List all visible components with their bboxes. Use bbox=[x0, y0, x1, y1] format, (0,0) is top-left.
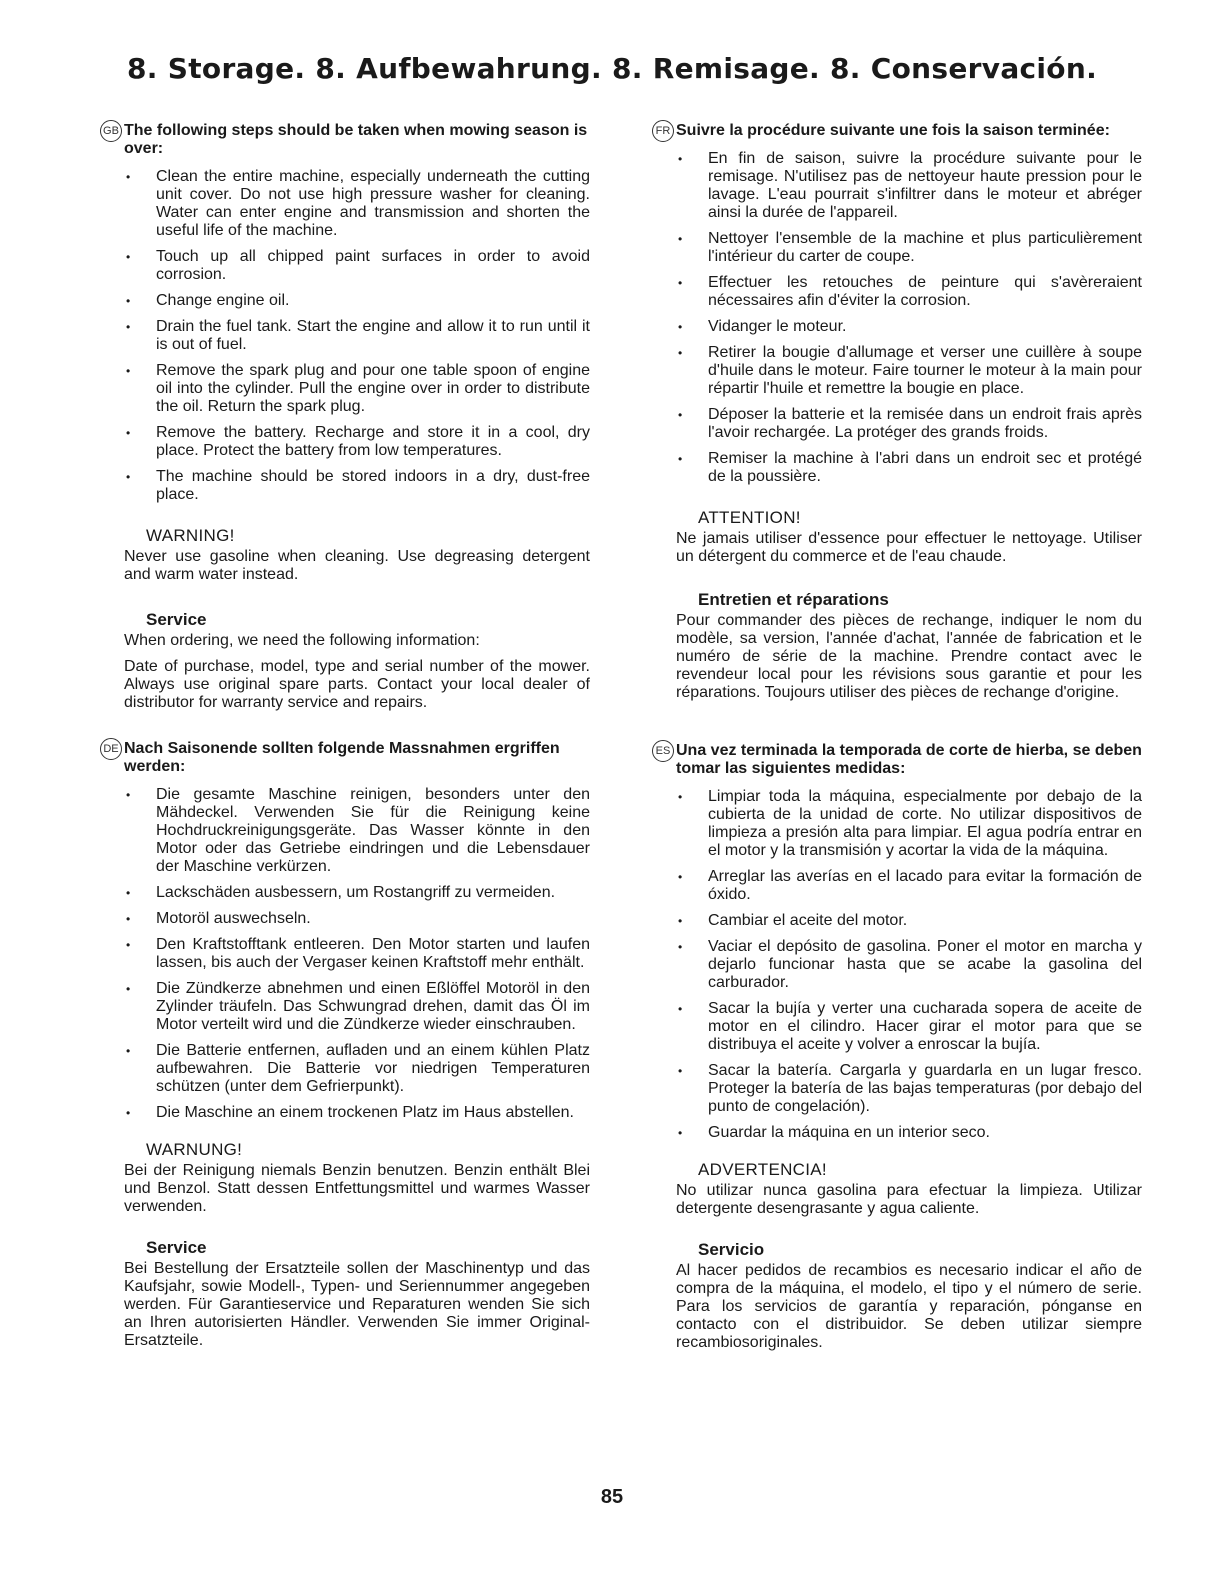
list-item: • Touch up all chipped paint surfaces in order to avoid corrosion. bbox=[124, 248, 590, 284]
service-paragraph: Date of purchase, model, type and serial number of the mower. Always use original spare parts. Contact your local dealer of distributor for warranty service and repairs. bbox=[124, 658, 590, 711]
list-item: • Retirer la bougie d'allumage et verser une cuillère à soupe d'huile dans le moteur. Faire tourner le moteur à la main pour répartir l'huile et remettre la bougie en place. bbox=[676, 344, 1142, 398]
warning-text: Never use gasoline when cleaning. Use degreasing detergent and warm water instead. bbox=[124, 548, 590, 583]
warning-title: ATTENTION! bbox=[698, 508, 801, 527]
list-item: • Déposer la batterie et la remisée dans un endroit frais après l'avoir rechargée. La protéger des grands froids. bbox=[676, 406, 1142, 442]
list-item: • Die gesamte Maschine reinigen, besonders unter den Mähdeckel. Verwenden Sie für die Reinigung keine Hochdruckreinigungsgeräte. Das Wasser könnte in den Motor oder das Getriebe eindringen und die Lebensdauer der Maschine verkürzen. bbox=[124, 786, 590, 876]
steps-list bbox=[124, 786, 590, 1122]
service-paragraph: Pour commander des pièces de rechange, indiquer le nom du modèle, sa version, l'année d'achat, l'année de fabrication et le numéro de série de la machine. Prendre contact avec le revendeur local pour les révisions sous garantie et pour les réparations. Toujours utiliser des pièces de rechange d'origine. bbox=[676, 612, 1142, 701]
list-item: • Clean the entire machine, especially underneath the cutting unit cover. Do not use high pressure washer for cleaning. Water can enter engine and transmission and shorten the useful life of the machine. bbox=[124, 168, 590, 240]
list-item: • Lackschäden ausbessern, um Rostangriff zu vermeiden. bbox=[124, 884, 590, 902]
list-item: • The machine should be stored indoors in a dry, dust-free place. bbox=[124, 468, 590, 504]
section-de bbox=[103, 740, 590, 1350]
list-item: • Remiser la machine à l'abri dans un endroit sec et protégé de la poussière. bbox=[676, 450, 1142, 486]
list-item: • Effectuer les retouches de peinture qui s'avèreraient nécessaires afin d'éviter la corrosion. bbox=[676, 274, 1142, 310]
list-item: • Vidanger le moteur. bbox=[676, 318, 1142, 336]
service-paragraph: Al hacer pedidos de recambios es necesario indicar el año de compra de la máquina, el modelo, el tipo y el número de serie. Para los servicios de garantía y reparación, pónganse en contacto con el distribuidor. Se deben utilizar siempre recambiosoriginales. bbox=[676, 1262, 1142, 1351]
list-item: • Limpiar toda la máquina, especialmente por debajo de la cubierta de la unidad de corte. No utilizar dispositivos de limpieza a presión alta para limpiar. El agua podría entrar en el motor y la transmisión y acortar la vida de la máquina. bbox=[676, 788, 1142, 860]
list-item: • Guardar la máquina en un interior seco. bbox=[676, 1124, 1142, 1142]
steps-list bbox=[676, 788, 1142, 1142]
list-item: • Change engine oil. bbox=[124, 292, 590, 310]
list-item: • En fin de saison, suivre la procédure suivante pour le remisage. N'utilisez pas de nettoyeur haute pression pour le lavage. L'eau pourrait s'infiltrer dans le moteur et abréger ainsi la durée de l'appareil. bbox=[676, 150, 1142, 222]
list-item: • Drain the fuel tank. Start the engine and allow it to run until it is out of fuel. bbox=[124, 318, 590, 354]
list-item: • Den Kraftstofftank entleeren. Den Motor starten und laufen lassen, bis auch der Vergaser keinen Kraftstoff mehr enthält. bbox=[124, 936, 590, 972]
warning-title: WARNING! bbox=[146, 526, 235, 545]
service-paragraph: When ordering, we need the following information: bbox=[124, 632, 480, 649]
warning-title: ADVERTENCIA! bbox=[698, 1160, 827, 1179]
service-paragraph: Bei Bestellung der Ersatzteile sollen der Maschinentyp und das Kaufsjahr, sowie Modell-, Typen- und Seriennummer angegeben werden. Für Garantieservice und Reparaturen wenden Sie sich an Ihren autorisierten Händler. Verwenden Sie immer Original-Ersatzteile. bbox=[124, 1260, 590, 1349]
list-item: • Die Batterie entfernen, aufladen und an einem kühlen Platz aufbewahren. Die Batterie vor niedrigen Temperaturen schützen (unter dem Gefrierpunkt). bbox=[124, 1042, 590, 1096]
list-item: • Sacar la batería. Cargarla y guardarla en un lugar fresco. Proteger la batería de las bajas temperaturas (por debajo del punto de congelación). bbox=[676, 1062, 1142, 1116]
page-title: 8. Storage. 8. Aufbewahrung. 8. Remisage. 8. Conservación. bbox=[126, 52, 1098, 85]
language-badge-de: DE bbox=[100, 738, 122, 760]
section-heading: Nach Saisonende sollten folgende Massnahmen ergriffen werden: bbox=[124, 740, 560, 775]
service-title: Entretien et réparations bbox=[698, 590, 889, 609]
page-number: 85 bbox=[600, 1486, 624, 1508]
warning-text: Ne jamais utiliser d'essence pour effectuer le nettoyage. Utiliser un détergent du commerce et de l'eau chaude. bbox=[676, 530, 1142, 565]
steps-list bbox=[124, 168, 590, 504]
section-heading: The following steps should be taken when mowing season is over: bbox=[124, 122, 588, 157]
service-title: Servicio bbox=[698, 1240, 765, 1259]
list-item: • Die Maschine an einem trockenen Platz im Haus abstellen. bbox=[124, 1104, 590, 1122]
section-heading: Suivre la procédure suivante une fois la saison terminée: bbox=[676, 122, 1110, 139]
list-item: • Sacar la bujía y verter una cucharada sopera de aceite de motor en el cilindro. Hacer girar el motor para que se distribuya el aceite y volver a enroscar la bujía. bbox=[676, 1000, 1142, 1054]
steps-list bbox=[676, 150, 1142, 486]
section-fr bbox=[655, 122, 1142, 702]
list-item: • Remove the battery. Recharge and store it in a cool, dry place. Protect the battery from low temperatures. bbox=[124, 424, 590, 460]
list-item: • Nettoyer l'ensemble de la machine et plus particulièrement l'intérieur du carter de coupe. bbox=[676, 230, 1142, 266]
list-item: • Die Zündkerze abnehmen und einen Eßlöffel Motoröl in den Zylinder träufeln. Das Schwungrad drehen, damit das Öl im Motor verteilt wird und die Zündkerze wieder einschrauben. bbox=[124, 980, 590, 1034]
language-badge-gb: GB bbox=[100, 120, 122, 142]
warning-text: Bei der Reinigung niemals Benzin benutzen. Benzin enthält Blei und Benzol. Statt dessen Entfettungsmittel und warmes Wasser verwenden. bbox=[124, 1162, 590, 1215]
list-item: • Remove the spark plug and pour one table spoon of engine oil into the cylinder. Pull the engine over in order to distribute the oil. Return the spark plug. bbox=[124, 362, 590, 416]
service-title: Service bbox=[146, 610, 207, 629]
section-gb bbox=[103, 122, 590, 712]
language-badge-fr: FR bbox=[652, 120, 674, 142]
service-title: Service bbox=[146, 1238, 207, 1257]
list-item: • Vaciar el depósito de gasolina. Poner el motor en marcha y dejarlo funcionar hasta que se acabe la gasolina del carburador. bbox=[676, 938, 1142, 992]
right-column bbox=[655, 122, 1142, 1360]
left-column bbox=[103, 122, 590, 1358]
language-badge-es: ES bbox=[652, 740, 674, 762]
list-item: • Cambiar el aceite del motor. bbox=[676, 912, 1142, 930]
section-heading: Una vez terminada la temporada de corte de hierba, se deben tomar las siguientes medidas: bbox=[676, 742, 1142, 777]
warning-title: WARNUNG! bbox=[146, 1140, 243, 1159]
section-es bbox=[655, 742, 1142, 1352]
list-item: • Arreglar las averías en el lacado para evitar la formación de óxido. bbox=[676, 868, 1142, 904]
list-item: • Motoröl auswechseln. bbox=[124, 910, 590, 928]
warning-text: No utilizar nunca gasolina para efectuar la limpieza. Utilizar detergente desengrasante y agua caliente. bbox=[676, 1182, 1142, 1217]
